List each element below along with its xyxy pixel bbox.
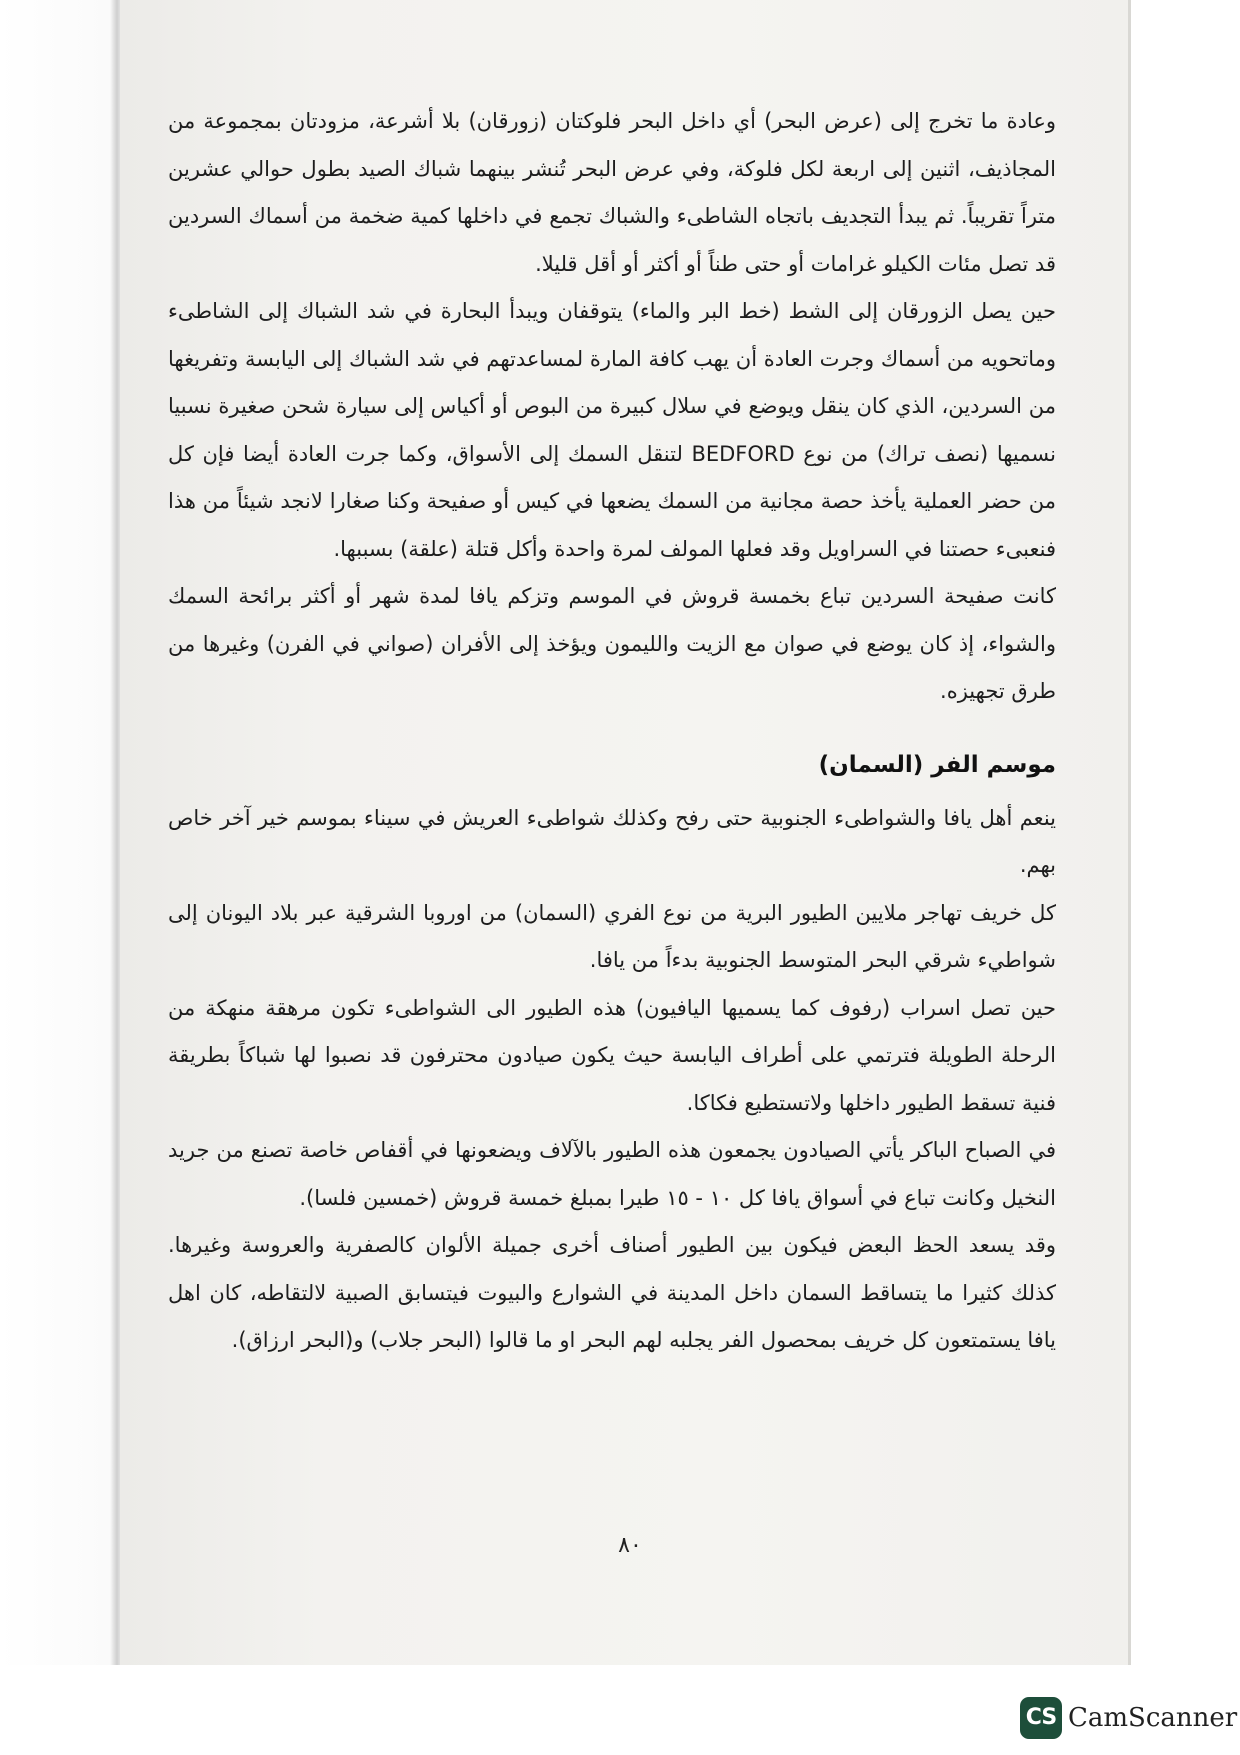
paragraph-morning-catch: في الصباح الباكر يأتي الصيادون يجمعون هذه الطيور بالآلاف ويضعونها في أقفاص خاصة تصنع من جريد النخيل وكانت تباع في أسواق يافا كل ١٠ - ١٥ طيرا بمبلغ خمسة قروش (خمسين فلسا). (168, 1138, 1056, 1210)
page-edge (1128, 0, 1131, 1665)
page-number: ٨٠ (618, 1533, 642, 1558)
camscanner-watermark: CamScanner (1068, 1703, 1238, 1733)
paragraph-shore-nets: حين يصل الزورقان إلى الشط (خط البر والماء) يتوقفان ويبدأ البحارة في شد الشباك إلى الشاطىء وماتحويه من أسماك وجرت العادة أن يهب كافة المارة لمساعدتهم في شد الشباك إلى اليابسة وتفريغها من السردين، الذي كان ينقل ويوضع في سلال كبيرة من البوص أو أكياس إلى سيارة شحن صغيرة نسبيا نسميها (نصف تراك) من نوع BEDFORD لتنقل السمك إلى الأسواق، وكما جرت العادة أيضا فإن كل من حضر العملية يأخذ حصة مجانية من السمك يضعها في كيس أو صفيحة وكنا صغارا لانجد شيئاً من هذا فنعبىء حصتنا في السراويل وقد فعلها المولف لمرة واحدة وأكل قتلة (علقة) بسببها. (168, 299, 1056, 561)
scan-background-left (0, 0, 120, 1665)
paragraph-migration: كل خريف تهاجر ملايين الطيور البرية من نوع الفري (السمان) من اوروبا الشرقية عبر بلاد اليونان إلى شواطيء شرقي البحر المتوسط الجنوبية بدءاً من يافا. (168, 900, 1056, 972)
paragraph-luck: وقد يسعد الحظ البعض فيكون بين الطيور أصناف أخرى جميلة الألوان كالصفرية والعروسة وغيرها. كذلك كثيرا ما يتساقط السمان داخل المدينة في الشوارع والبيوت فيتسابق الصبية لالتقاطه، كان اهل يافا يستمتعون كل خريف بمحصول الفر يجلبه لهم البحر او ما قالوا (البحر جلاب) و(البحر ارزاق). (168, 1233, 1056, 1352)
paragraph-season-intro: ينعم أهل يافا والشواطىء الجنوبية حتى رفح وكذلك شواطىء العريش في سيناء بموسم خير آخر خاص بهم. (168, 805, 1056, 877)
paragraph-sardine-price: كانت صفيحة السردين تباع بخمسة قروش في الموسم وتزكم يافا لمدة شهر أو أكثر برائحة السمك والشواء، إذ كان يوضع في صوان مع الزيت والليمون ويؤخذ إلى الأفران (صواني في الفرن) وغيرها من طرق تجهيزه. (168, 584, 1056, 703)
paragraph-boats: وعادة ما تخرج إلى (عرض البحر) أي داخل البحر فلوكتان (زورقان) بلا أشرعة، مزودتان بمجموعة من المجاذيف، اثنين إلى اربعة لكل فلوكة، وفي عرض البحر تُنشر بينهما شباك الصيد بطول حوالي عشرين متراً تقريباً. ثم يبدأ التجديف باتجاه الشاطىء والشباك تجمع في داخلها كمية ضخمة من أسماك السردين قد تصل مئات الكيلو غرامات أو حتى طناً أو أكثر أو أقل قليلا. (168, 109, 1056, 276)
section-heading: موسم الفر (السمان) (818, 751, 1056, 778)
page-body-text (168, 98, 1056, 1365)
camscanner-logo-icon: CS (1020, 1697, 1062, 1739)
paragraph-nets: حين تصل اسراب (رفوف كما يسميها اليافيون) هذه الطيور الى الشواطىء تكون مرهقة منهكة من الرحلة الطويلة فترتمي على أطراف اليابسة حيث يكون صيادون محترفون قد نصبوا لها شباكاً بطريقة فنية تسقط الطيور داخلها ولاتستطيع فكاكا. (168, 995, 1056, 1115)
